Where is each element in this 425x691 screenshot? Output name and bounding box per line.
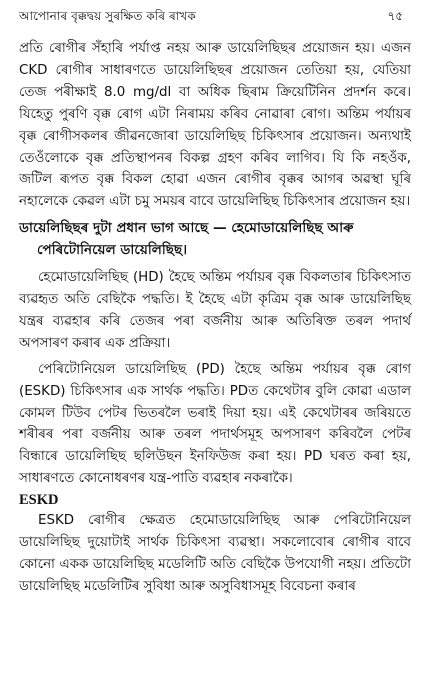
paragraph-dialysis-need: প্ৰতি ৰোগীৰ সঁহাৰি পৰ্যাপ্ত নহয় আৰু ডায়েলিছিছৰ প্ৰয়োজন হয়। এজন CKD ৰোগীৰ সাধাৰণতে ডায়েলিছিছৰ প্ৰয়োজন তেতিয়া হয়, যেতিয়া তেজ পৰীক্ষাই 8.0 mg/dl বা অধিক ছিৰাম ক্ৰিয়েটিনিন প্ৰদৰ্শন কৰে। যিহেতু পুৰণি বৃক্ক ৰোগ এটা নিৰাময় কৰিব নোৱাৰা ৰোগ। অন্তিম পৰ্যায়ৰ বৃক্ক ৰোগীসকলৰ জীৱনজোৰা ডায়েলিছিছ চিকিৎসাৰ প্ৰয়োজন। অন্যথাই তেওঁলোকে বৃক্ক প্ৰতিস্থাপনৰ বিকল্প গ্ৰহণ কৰিব লাগিব। যি কি নহওঁক, জটিল ৰূপত বৃক্ক বিকল হোৱা এজন ৰোগীৰ বৃক্কৰ আগৰ অৱস্থা ঘূৰি নহালেকে কেৱল এটা চমু সময়ৰ বাবে ডায়েলিছিছ চিকিৎসাৰ প্ৰয়োজন হয়। bbox=[19, 41, 411, 210]
running-title: আপোনাৰ বৃক্কদ্বয় সুৰক্ষিত কৰি ৰাখক bbox=[19, 9, 196, 23]
paragraph-peritoneal-dialysis: পেৰিটোনিয়েল ডায়েলিছিছ (PD) হৈছে অন্তিম পৰ্যায়ৰ বৃক্ক ৰোগ (ESKD) চিকিৎসাৰ এক সাৰ্থক পদ্ধতি। PDত কেথেটাৰ বুলি কোৱা এডাল কোমল টিউব পেটৰ ভিতৰলৈ ভৰাই দিয়া হয়। এই কেথেটাৰৰ জৰিয়তে শৰীৰৰ পৰা বৰ্জনীয় আৰু তৰল পদাৰ্থসমূহ অপসাৰণ কৰিবলৈ পেটৰ বিন্ধাৰে ডায়েলিছিছ ছলিউছন ইনফিউজ কৰা হয়। PD ঘৰত কৰা হয়, সাধাৰণতে কোনোধৰণৰ যন্ত্ৰ-পাতি ব্যৱহাৰ নকৰাকৈ। bbox=[19, 361, 411, 487]
heading-dialysis-types: ডায়েলিছিছৰ দুটা প্ৰধান ভাগ আছে — হেমোডায়েলিছিছ আৰু পেৰিটোনিয়েল ডায়েলিছিছ। bbox=[19, 220, 354, 259]
running-header bbox=[19, 6, 411, 28]
page-number: ৭৫ bbox=[387, 9, 403, 23]
heading-eskd: ESKD bbox=[19, 492, 59, 509]
paragraph-hemodialysis: হেমোডায়েলিছিছ (HD) হৈছে অন্তিম পৰ্যায়ৰ বৃক্ক বিকলতাৰ চিকিৎসাত ব্যৱহৃত অতি বেছিকৈ পদ্ধতি। ই হৈছে এটা কৃত্ৰিম বৃক্ক আৰু ডায়েলিছিছ যন্ত্ৰৰ ব্যৱহাৰ কৰি তেজৰ পৰা বৰ্জনীয় আৰু অতিৰিক্ত তৰল পদাৰ্থ অপসাৰণ কৰাৰ এক প্ৰক্ৰিয়া। bbox=[19, 270, 411, 351]
paragraph-eskd-options: ESKD ৰোগীৰ ক্ষেত্ৰত হেমোডায়েলিছিছ আৰু পেৰিটোনিয়েল ডায়েলিছিছ দুয়োটাই সাৰ্থক চিকিৎসা ব্যৱস্থা। সকলোবোৰ ৰোগীৰ বাবে কোনো একক ডায়েলিছিছ মডেলিটি অতি বেছিকৈ উপযোগী নহয়। প্ৰতিটো ডায়েলিছিছ মডেলিটিৰ সুবিধা আৰু অসুবিধাসমূহ বিবেচনা কৰাৰ bbox=[19, 513, 411, 594]
